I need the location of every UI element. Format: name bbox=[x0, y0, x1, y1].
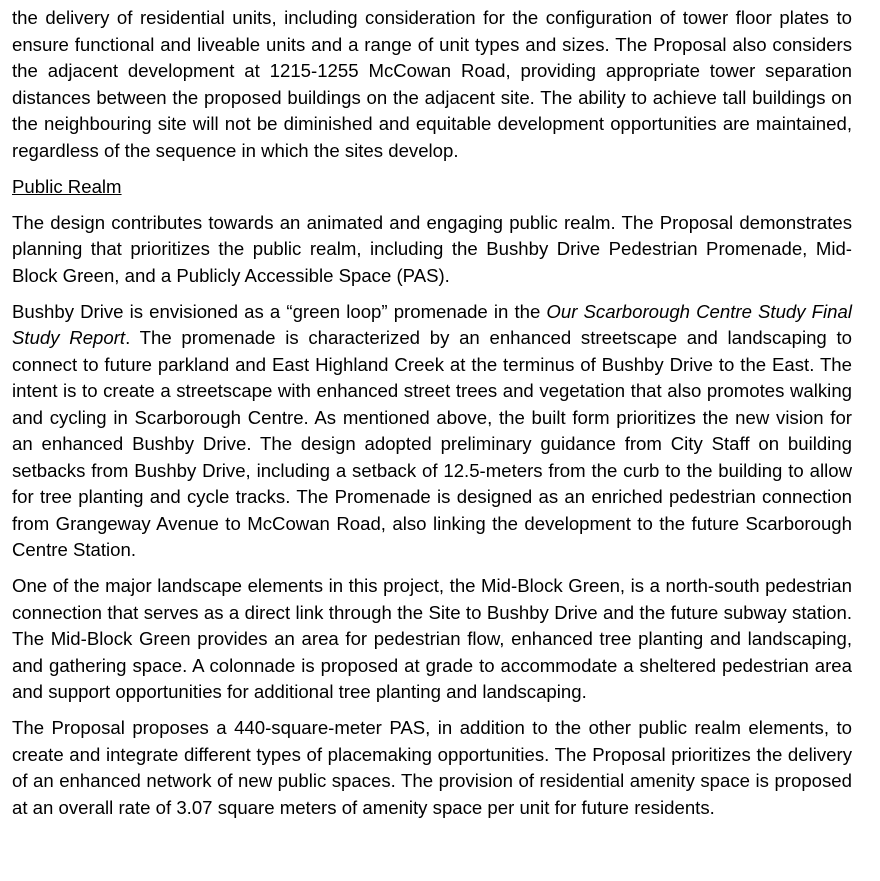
pas-paragraph: The Proposal proposes a 440-square-meter PAS, in addition to the other public realm elements, to create and integrate different types of placemaking opportunities. The Proposal prioritizes the delivery of an enhanced network of new public spaces. The provision of residential amenity space is proposed at an overall rate of 3.07 square meters of amenity space per unit for future residents. bbox=[12, 717, 852, 818]
bushby-text-before-title: Bushby Drive is envisioned as a “green loop” promenade in the bbox=[12, 300, 547, 322]
study-report-title: Our Scarborough Centre Study Final Study Report bbox=[12, 300, 852, 348]
mid-block-green-paragraph: One of the major landscape elements in this project, the Mid-Block Green, is a north-south pedestrian connection that serves as a direct link through the Site to Bushby Drive and the future subway station. The Mid-Block Green provides an area for pedestrian flow, enhanced tree planting and landscaping, and gathering space. A colonnade is proposed at grade to accommodate a sheltered pedestrian area and support opportunities for additional tree planting and landscaping. bbox=[12, 575, 852, 702]
public-realm-paragraph: The design contributes towards an animated and engaging public realm. The Proposal demonstrates planning that prioritizes the public realm, including the Bushby Drive Pedestrian Promenade, Mid-Block Green, and a Publicly Accessible Space (PAS). bbox=[12, 211, 852, 286]
section-heading-public-realm: Public Realm bbox=[12, 175, 122, 197]
bushby-drive-paragraph bbox=[12, 299, 852, 564]
intro-paragraph: the delivery of residential units, including consideration for the configuration of tower floor plates to ensure functional and liveable units and a range of unit types and sizes. The Proposal also considers the adjacent development at 1215-1255 McCowan Road, providing appropriate tower separation distances between the proposed buildings on the adjacent site. The ability to achieve tall buildings on the neighbouring site will not be diminished and equitable development opportunities are maintained, regardless of the sequence in which the sites develop. bbox=[12, 7, 852, 161]
bushby-text-after-title: . The promenade is characterized by an enhanced streetscape and landscaping to connect to future parkland and East Highland Creek at the terminus of Bushby Drive to the East. The intent is to create a streetscape with enhanced street trees and vegetation that also promotes walking and cycling in Scarborough Centre. As mentioned above, the built form prioritizes the new vision for an enhanced Bushby Drive. The design adopted preliminary guidance from City Staff on building setbacks from Bushby Drive, including a setback of 12.5-meters from the curb to the building to allow for tree planting and cycle tracks. The Promenade is designed as an enriched pedestrian connection from Grangeway Avenue to McCowan Road, also linking the development to the future Scarborough Centre Station. bbox=[12, 327, 852, 560]
